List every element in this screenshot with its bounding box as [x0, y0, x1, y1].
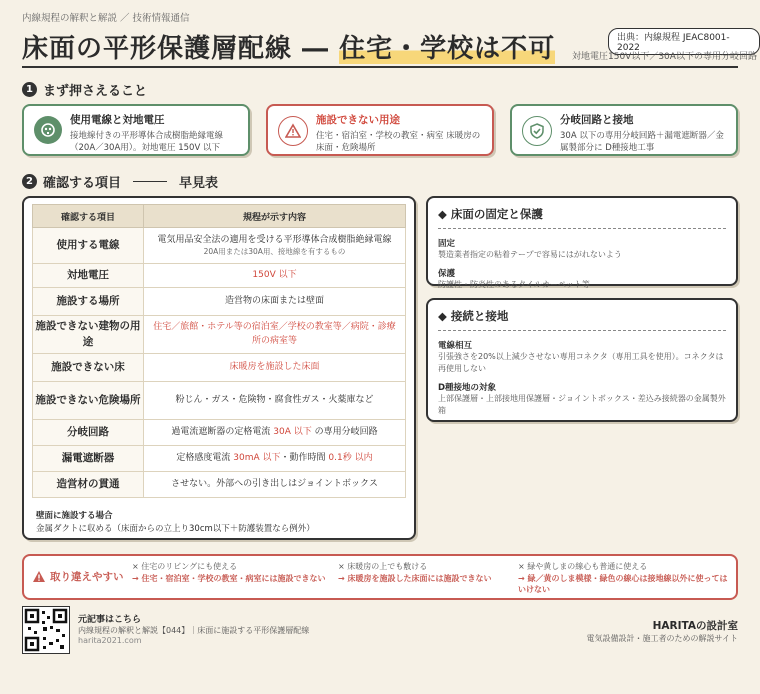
section-title: 確認する項目 — [43, 176, 122, 191]
value-part: ・動作時間 — [280, 452, 326, 463]
title-highlight: 住宅・学校は不可 — [339, 34, 556, 64]
row-key: 施設できない危険場所 — [33, 382, 144, 420]
row-value — [144, 420, 406, 446]
original-article-url[interactable]: harita2021.com — [78, 636, 142, 645]
table-row — [33, 288, 406, 316]
page-title — [22, 28, 555, 65]
section-subtitle: 早見表 — [179, 176, 219, 191]
key-card-desc: 接地線付きの平形導体合成樹脂絶縁電線（20A／30A用）。対地電圧 150V 以下 — [70, 131, 224, 154]
column-header: 規程が示す内容 — [144, 205, 406, 228]
table-row — [33, 354, 406, 382]
brand-tagline: 電気設備設計・施工者のための解説サイト — [586, 634, 738, 643]
key-card-title: 分岐回路と接地 — [560, 114, 634, 126]
value-part: 過電流遮断器の定格電流 — [171, 426, 271, 437]
section-title: まず押さえること — [43, 84, 148, 99]
side-card-title-text: 接続と接地 — [450, 309, 509, 323]
row-value: 150V 以下 — [144, 264, 406, 288]
side-card-title: ◆ 接続と接地 — [438, 308, 726, 331]
mistake-item: × 床暖房の上でも敷ける → 床暖房を施設した床面には施設できない — [338, 562, 492, 583]
original-article-desc[interactable]: 内線規程の解釈と解説【044】｜床面に施設する平形保護層配線 — [78, 626, 310, 635]
mistake-wrong: 緑や黄しまの線心も普通に使える — [527, 562, 648, 571]
source-badge: 出典：内線規程 JEAC8001-2022 — [608, 28, 760, 55]
table-row — [33, 446, 406, 472]
side-item-desc: 引張強さを20%以上減少させない専用コネクタ（専用工具を使用）。コネクタは再使用しない — [438, 352, 724, 373]
warning-icon — [278, 116, 308, 146]
wall-note-desc: 金属ダクトに収める（床面からの立上り30cm以下＋防護装置なら例外） — [36, 523, 315, 534]
side-item-title: 保護 — [438, 269, 456, 279]
key-card-desc: 住宅・宿泊室・学校の教室・病室 床暖房の床面・危険場所 — [316, 131, 481, 154]
series-label: 内線規程の解釈と解説 ／ 技術情報通信 — [22, 13, 190, 24]
wall-note-title: 壁面に施設する場合 — [36, 511, 113, 521]
table-row — [33, 228, 406, 264]
section-2-heading — [22, 172, 218, 191]
key-card-prohibited — [266, 104, 494, 156]
quick-reference-table — [32, 204, 406, 498]
mistake-correct: 床暖房を施設した床面には施設できない — [347, 573, 492, 583]
side-card-fixing — [426, 196, 738, 289]
row-key: 造営材の貫通 — [33, 472, 144, 498]
title-main: 床面の平形保護層配線 ― — [22, 34, 340, 64]
value-highlight: 0.1秒 以内 — [328, 452, 373, 463]
shield-check-icon — [522, 116, 552, 146]
row-key: 対地電圧 — [33, 264, 144, 288]
key-card-wire — [22, 104, 250, 156]
side-card-title-text: 床面の固定と保護 — [450, 207, 543, 221]
key-card-desc: 30A 以下の専用分岐回路＋漏電遮断器／金属製部分に D種接地工事 — [560, 131, 724, 154]
row-value — [144, 446, 406, 472]
row-key: 施設できない床 — [33, 354, 144, 382]
row-key: 施設する場所 — [33, 288, 144, 316]
side-item-title: D種接地の対象 — [438, 383, 497, 393]
value-highlight: 30mA 以下 — [233, 452, 281, 463]
side-item-desc: 防護性・防炎性のあるタイルカーペット等 — [438, 280, 590, 289]
mistake-wrong: 床暖房の上でも敷ける — [347, 562, 428, 571]
mistake-item: × 住宅のリビングにも使える → 住宅・宿泊室・学校の教室・病室には施設できない — [132, 562, 326, 583]
common-mistakes-box — [22, 554, 738, 600]
wall-note — [36, 510, 315, 536]
value-part: 定格感度電流 — [176, 452, 231, 463]
section-1-heading — [22, 80, 147, 99]
value-part: の専用分岐回路 — [314, 426, 378, 437]
side-item-desc: 製造業者指定の粘着テープで容易にはがれないよう — [438, 250, 622, 259]
scope-note: 対地電圧150V以下／30A以下の専用分岐回路 — [572, 52, 757, 62]
original-article-block — [78, 612, 309, 645]
row-key: 使用する電線 — [33, 228, 144, 264]
row-value: 造営物の床面または壁面 — [144, 288, 406, 316]
side-card-connection — [426, 298, 738, 422]
value-highlight: 30A 以下 — [273, 426, 312, 437]
mistake-wrong: 住宅のリビングにも使える — [141, 562, 238, 571]
brand-block — [587, 618, 738, 644]
mistake-item: × 緑や黄しまの線心も普通に使える → 緑／黄のしま模様・緑色の線心は接地線以外に使ってはいけない — [518, 562, 728, 595]
mistakes-label — [32, 569, 124, 584]
plug-icon — [34, 116, 62, 144]
row-key: 漏電遮断器 — [33, 446, 144, 472]
section-number: 2 — [22, 174, 37, 189]
row-value — [144, 228, 406, 264]
row-value-text: 電気用品安全法の適用を受ける平形導体合成樹脂絶縁電線 — [157, 234, 392, 245]
row-value: させない。外部への引き出しはジョイントボックス — [144, 472, 406, 498]
section-number: 1 — [22, 82, 37, 97]
key-card-branch — [510, 104, 738, 156]
column-header: 確認する項目 — [33, 205, 144, 228]
row-key: 分岐回路 — [33, 420, 144, 446]
side-item-title: 固定 — [438, 239, 456, 249]
heading-dash — [133, 181, 167, 182]
table-row — [33, 472, 406, 498]
original-article-title: 元記事はこちら — [78, 615, 142, 625]
table-row — [33, 420, 406, 446]
brand-name: HARITAの設計室 — [652, 620, 738, 632]
row-value: 床暖房を施設した床面 — [144, 354, 406, 382]
row-value: 住宅／旅館・ホテル等の宿泊室／学校の教室等／病院・診療所の病室等 — [144, 316, 406, 354]
table-row — [33, 316, 406, 354]
mistakes-label-text: 取り違えやすい — [50, 571, 124, 583]
side-item-desc: 上部保護層・上部接地用保護層・ジョイントボックス・差込み接続器の金属製外箱 — [438, 394, 726, 415]
side-card-title: ◆ 床面の固定と保護 — [438, 206, 726, 229]
row-value-note: 20A用または30A用、接地線を有するもの — [203, 246, 346, 256]
key-card-title: 使用電線と対地電圧 — [70, 114, 165, 126]
table-row — [33, 264, 406, 288]
header-rule — [22, 66, 738, 68]
key-card-title: 施設できない用途 — [316, 114, 400, 126]
side-item-title: 電線相互 — [438, 341, 473, 351]
qr-code[interactable] — [22, 606, 70, 654]
warning-icon — [32, 570, 46, 583]
row-key: 施設できない建物の用途 — [33, 316, 144, 354]
mistake-correct: 緑／黄のしま模様・緑色の線心は接地線以外に使ってはいけない — [518, 573, 728, 595]
row-value: 粉じん・ガス・危険物・腐食性ガス・火薬庫など — [144, 382, 406, 420]
table-header-row — [33, 205, 406, 228]
table-row — [33, 382, 406, 420]
mistake-correct: 住宅・宿泊室・学校の教室・病室には施設できない — [141, 573, 326, 583]
quick-reference-table-card — [22, 196, 416, 540]
